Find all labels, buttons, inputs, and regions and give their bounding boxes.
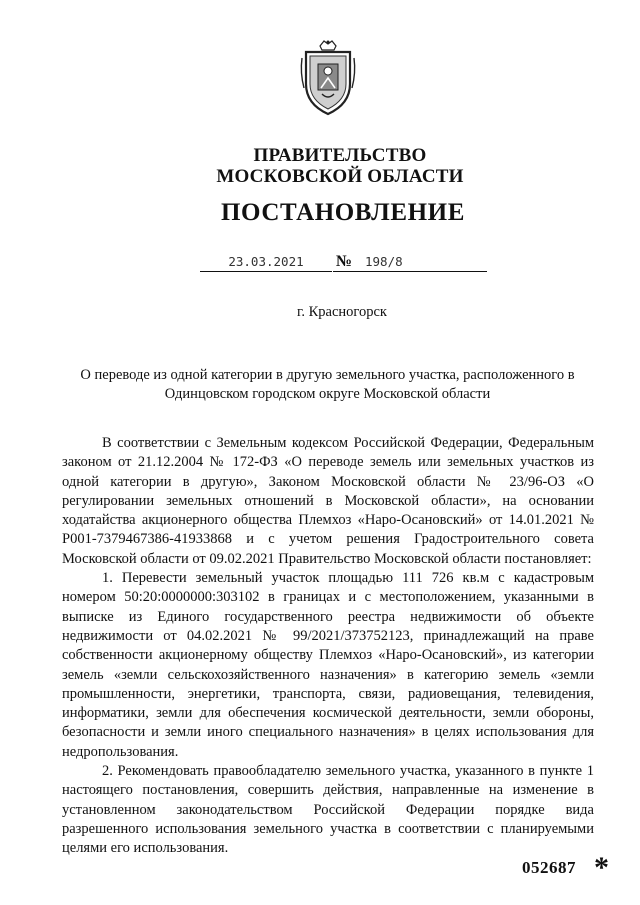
- document-subject: О переводе из одной категории в другую земельного участка, расположенного в Одинцовском городском округе Московской области: [80, 367, 575, 402]
- document-number: 198/8: [355, 253, 487, 272]
- star-mark: *: [594, 851, 609, 884]
- government-title-line2: МОСКОВСКОЙ ОБЛАСТИ: [216, 166, 464, 187]
- registration-line: [0, 253, 640, 275]
- document-date: 23.03.2021: [200, 253, 332, 272]
- coat-of-arms-icon: [298, 38, 358, 116]
- number-sign: №: [333, 253, 355, 272]
- place-of-issue: г. Красногорск: [297, 304, 387, 320]
- serial-number: 052687: [522, 858, 576, 877]
- government-title-line1: ПРАВИТЕЛЬСТВО: [253, 145, 427, 166]
- document-type-title: ПОСТАНОВЛЕНИЕ: [220, 199, 466, 226]
- item-2-paragraph: 2. Рекомендовать правообладателю земельного участка, указанного в пункте 1 настоящего постановления, совершить действия, направленные на изменение в установленном законодательством Российской Федерации порядке вида разрешенного использования земельного участка в соответствии с планируемыми целями его использования.: [62, 763, 594, 857]
- document-body: [62, 434, 594, 859]
- preamble-paragraph: В соответствии с Земельным кодексом Российской Федерации, Федеральным законом от 21.12.2004 № 172-ФЗ «О переводе земель или земельных участков из одной категории в другую», Законом Московской области № 23/96-ОЗ «О регулировании земельных отношений в Московской области», на основании ходатайства акционерного общества Племхоз «Наро-Осановский» от 14.01.2021 № Р001-7379467386-41933868 и с учетом решения Градостроительного совета Московской области от 09.02.2021 Правительство Московской области постановляет:: [62, 435, 594, 567]
- item-1-paragraph: 1. Перевести земельный участок площадью 111 726 кв.м с кадастровым номером 50:20:0000000:303102 в границах и с местоположением, указанными в выписке из Единого государственного реестра недвижимости об объекте недвижимости от 04.02.2021 № 99/2021/373752123, принадлежащий на праве собственности акционерному обществу Племхоз «Наро-Осановский», из категории земель «земли сельскохозяйственного назначения» в категорию земель «земли промышленности, энергетики, транспорта, связи, радиовещания, телевидения, информатики, земли для обеспечения космической деятельности, земли обороны, безопасности и земли иного специального назначения» в целях использования для недропользования.: [62, 570, 594, 760]
